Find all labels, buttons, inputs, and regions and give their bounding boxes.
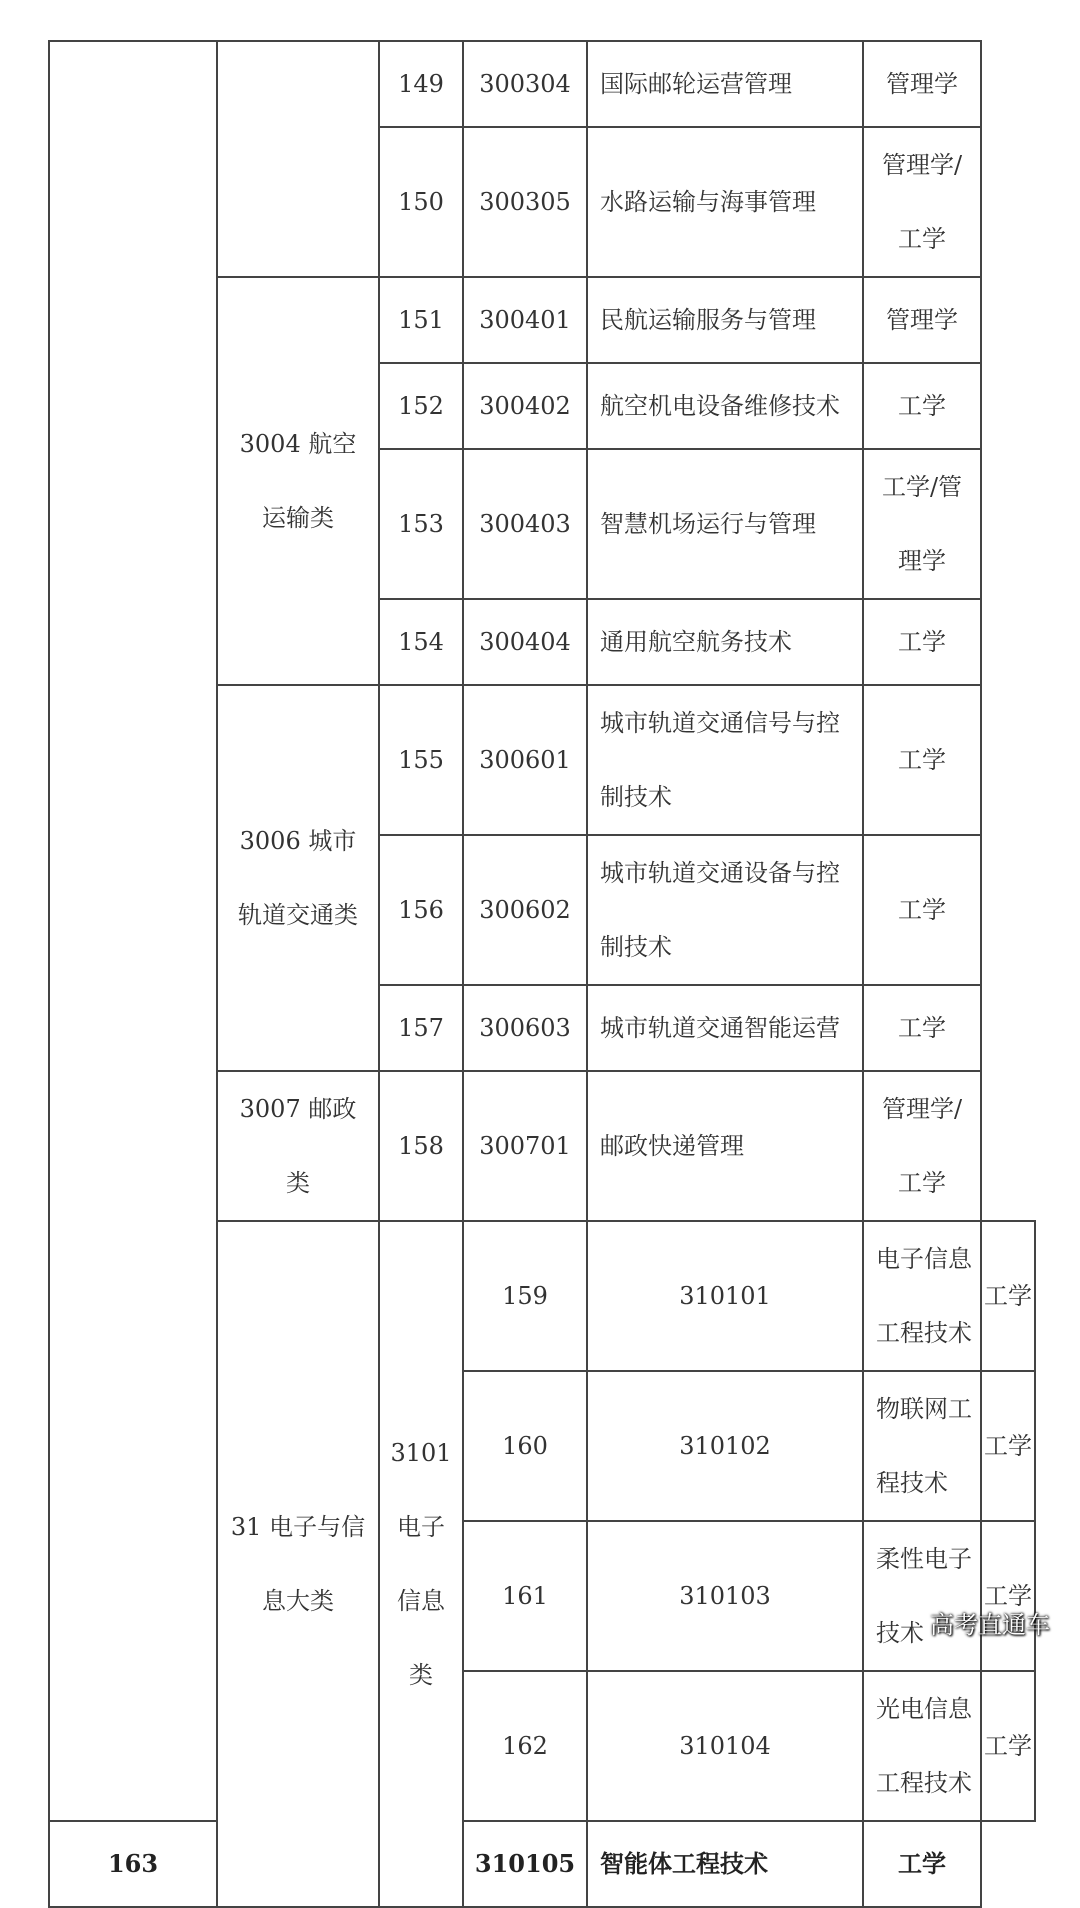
seq-cell: 161 xyxy=(463,1521,587,1671)
major-name-cell: 邮政快递管理 xyxy=(587,1071,863,1221)
code-cell: 300701 xyxy=(463,1071,587,1221)
code-cell: 310102 xyxy=(587,1371,863,1521)
seq-cell: 156 xyxy=(379,835,463,985)
seq-cell: 163 xyxy=(49,1821,217,1907)
degree-cell: 管理学/工学 xyxy=(863,1071,981,1221)
seq-cell: 159 xyxy=(463,1221,587,1371)
category-cell-30 xyxy=(49,41,217,1821)
code-cell: 300304 xyxy=(463,41,587,127)
degree-cell: 工学 xyxy=(863,363,981,449)
degree-cell: 管理学 xyxy=(863,277,981,363)
seq-cell: 153 xyxy=(379,449,463,599)
code-cell: 300402 xyxy=(463,363,587,449)
degree-cell: 工学 xyxy=(981,1371,1035,1521)
degree-cell: 管理学 xyxy=(863,41,981,127)
degree-cell: 管理学/工学 xyxy=(863,127,981,277)
seq-cell: 155 xyxy=(379,685,463,835)
major-name-cell: 光电信息工程技术 xyxy=(863,1671,981,1821)
major-name-cell: 通用航空航务技术 xyxy=(587,599,863,685)
degree-cell: 工学/管理学 xyxy=(863,449,981,599)
degree-cell: 工学 xyxy=(863,599,981,685)
group-cell-3004: 3004 航空运输类 xyxy=(217,277,379,685)
code-cell: 300601 xyxy=(463,685,587,835)
degree-cell: 工学 xyxy=(863,1821,981,1907)
seq-cell: 162 xyxy=(463,1671,587,1821)
code-cell: 300404 xyxy=(463,599,587,685)
code-cell: 310104 xyxy=(587,1671,863,1821)
degree-cell: 工学 xyxy=(863,685,981,835)
major-name-cell: 智慧机场运行与管理 xyxy=(587,449,863,599)
major-name-cell: 民航运输服务与管理 xyxy=(587,277,863,363)
document-page xyxy=(48,40,1036,1908)
code-cell: 300403 xyxy=(463,449,587,599)
degree-cell: 工学 xyxy=(981,1221,1035,1371)
major-name-cell: 城市轨道交通信号与控制技术 xyxy=(587,685,863,835)
code-cell: 310105 xyxy=(463,1821,587,1907)
major-name-cell: 航空机电设备维修技术 xyxy=(587,363,863,449)
seq-cell: 149 xyxy=(379,41,463,127)
code-cell: 300305 xyxy=(463,127,587,277)
seq-cell: 150 xyxy=(379,127,463,277)
major-name-cell: 城市轨道交通智能运营 xyxy=(587,985,863,1071)
major-name-cell: 物联网工程技术 xyxy=(863,1371,981,1521)
group-cell-3007: 3007 邮政类 xyxy=(217,1071,379,1221)
degree-cell: 工学 xyxy=(981,1671,1035,1821)
seq-cell: 158 xyxy=(379,1071,463,1221)
major-name-cell: 智能体工程技术 xyxy=(587,1821,863,1907)
group-cell-3101: 3101 电子信息类 xyxy=(379,1221,463,1907)
degree-cell: 工学 xyxy=(863,835,981,985)
code-cell: 300603 xyxy=(463,985,587,1071)
major-catalog-table xyxy=(48,40,1036,1908)
seq-cell: 157 xyxy=(379,985,463,1071)
major-name-cell: 水路运输与海事管理 xyxy=(587,127,863,277)
code-cell: 310103 xyxy=(587,1521,863,1671)
group-cell-3003 xyxy=(217,41,379,277)
seq-cell: 154 xyxy=(379,599,463,685)
seq-cell: 151 xyxy=(379,277,463,363)
category-cell-31: 31 电子与信息大类 xyxy=(217,1221,379,1907)
table-row-highlighted xyxy=(49,1821,1035,1907)
degree-cell: 工学 xyxy=(863,985,981,1071)
group-cell-3006: 3006 城市轨道交通类 xyxy=(217,685,379,1071)
code-cell: 300602 xyxy=(463,835,587,985)
code-cell: 300401 xyxy=(463,277,587,363)
major-name-cell: 电子信息工程技术 xyxy=(863,1221,981,1371)
table-row xyxy=(49,41,1035,127)
seq-cell: 160 xyxy=(463,1371,587,1521)
degree-cell: 工学 xyxy=(981,1521,1035,1671)
major-name-cell: 柔性电子技术 xyxy=(863,1521,981,1671)
code-cell: 310101 xyxy=(587,1221,863,1371)
watermark-text: 高考直通车 xyxy=(930,1611,1050,1639)
major-name-cell: 国际邮轮运营管理 xyxy=(587,41,863,127)
major-name-cell: 城市轨道交通设备与控制技术 xyxy=(587,835,863,985)
seq-cell: 152 xyxy=(379,363,463,449)
